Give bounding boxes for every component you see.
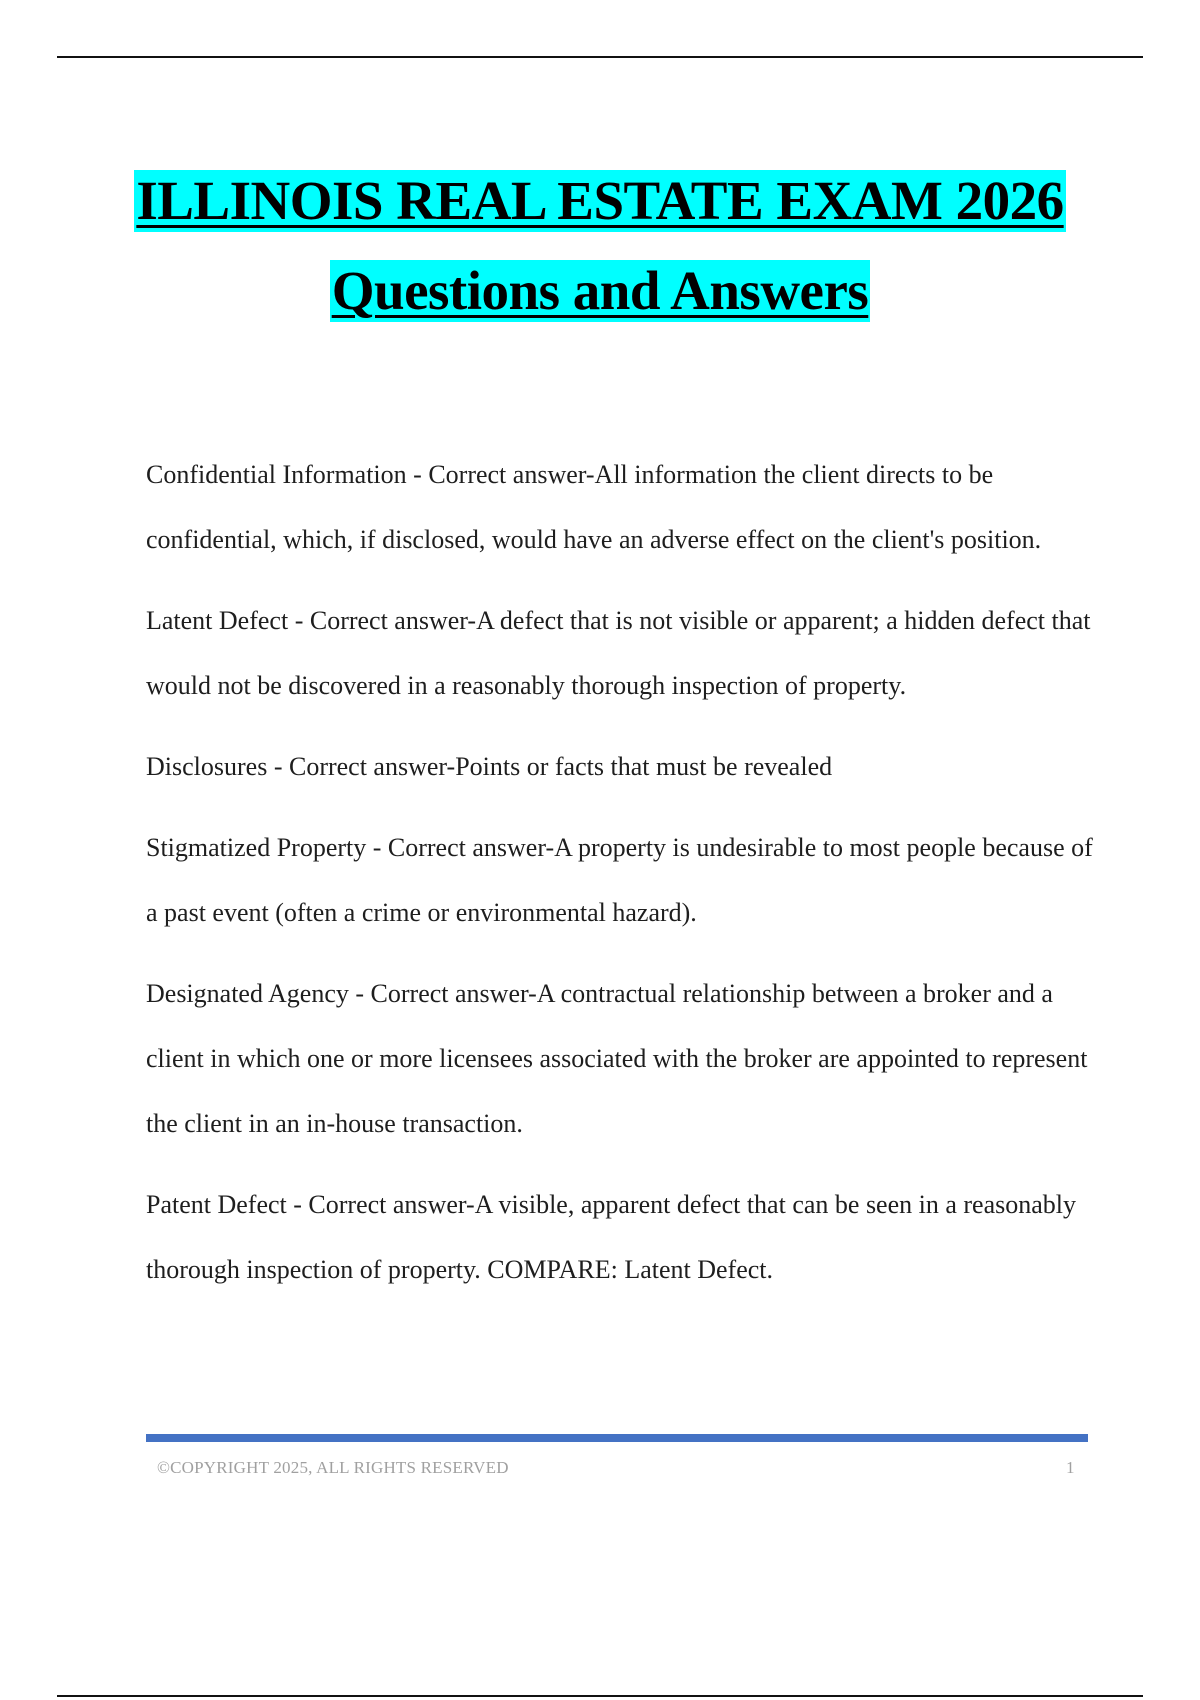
page-number: 1	[1066, 1458, 1075, 1477]
qa-entry-stigmatized-property: Stigmatized Property - Correct answer-A property is undesirable to most people because of a past event (often a crime or environmental hazard).	[146, 833, 1093, 927]
bottom-rule	[57, 1695, 1143, 1697]
qa-list	[146, 442, 1096, 1302]
qa-entry-disclosures: Disclosures - Correct answer-Points or facts that must be revealed	[146, 752, 833, 781]
title-line-2: Questions and Answers	[331, 260, 869, 321]
footer-bar	[146, 1434, 1088, 1442]
qa-entry-latent-defect: Latent Defect - Correct answer-A defect that is not visible or apparent; a hidden defect that would not be discovered in a reasonably thorough inspection of property.	[146, 606, 1091, 700]
qa-entry-designated-agency: Designated Agency - Correct answer-A contractual relationship between a broker and a client in which one or more licensees associated with the broker are appointed to represent the client in an in-house transaction.	[146, 979, 1088, 1138]
top-rule	[57, 56, 1143, 58]
qa-entry-confidential-information: Confidential Information - Correct answer-All information the client directs to be confidential, which, if disclosed, would have an adverse effect on the client's position.	[146, 460, 1042, 554]
title-line-1: ILLINOIS REAL ESTATE EXAM 2026	[136, 170, 1064, 231]
footer-copyright: ©COPYRIGHT 2025, ALL RIGHTS RESERVED	[157, 1458, 509, 1477]
qa-entry-patent-defect: Patent Defect - Correct answer-A visible, apparent defect that can be seen in a reasonably thorough inspection of property. COMPARE: Latent Defect.	[146, 1190, 1077, 1284]
document-title	[0, 170, 1200, 322]
